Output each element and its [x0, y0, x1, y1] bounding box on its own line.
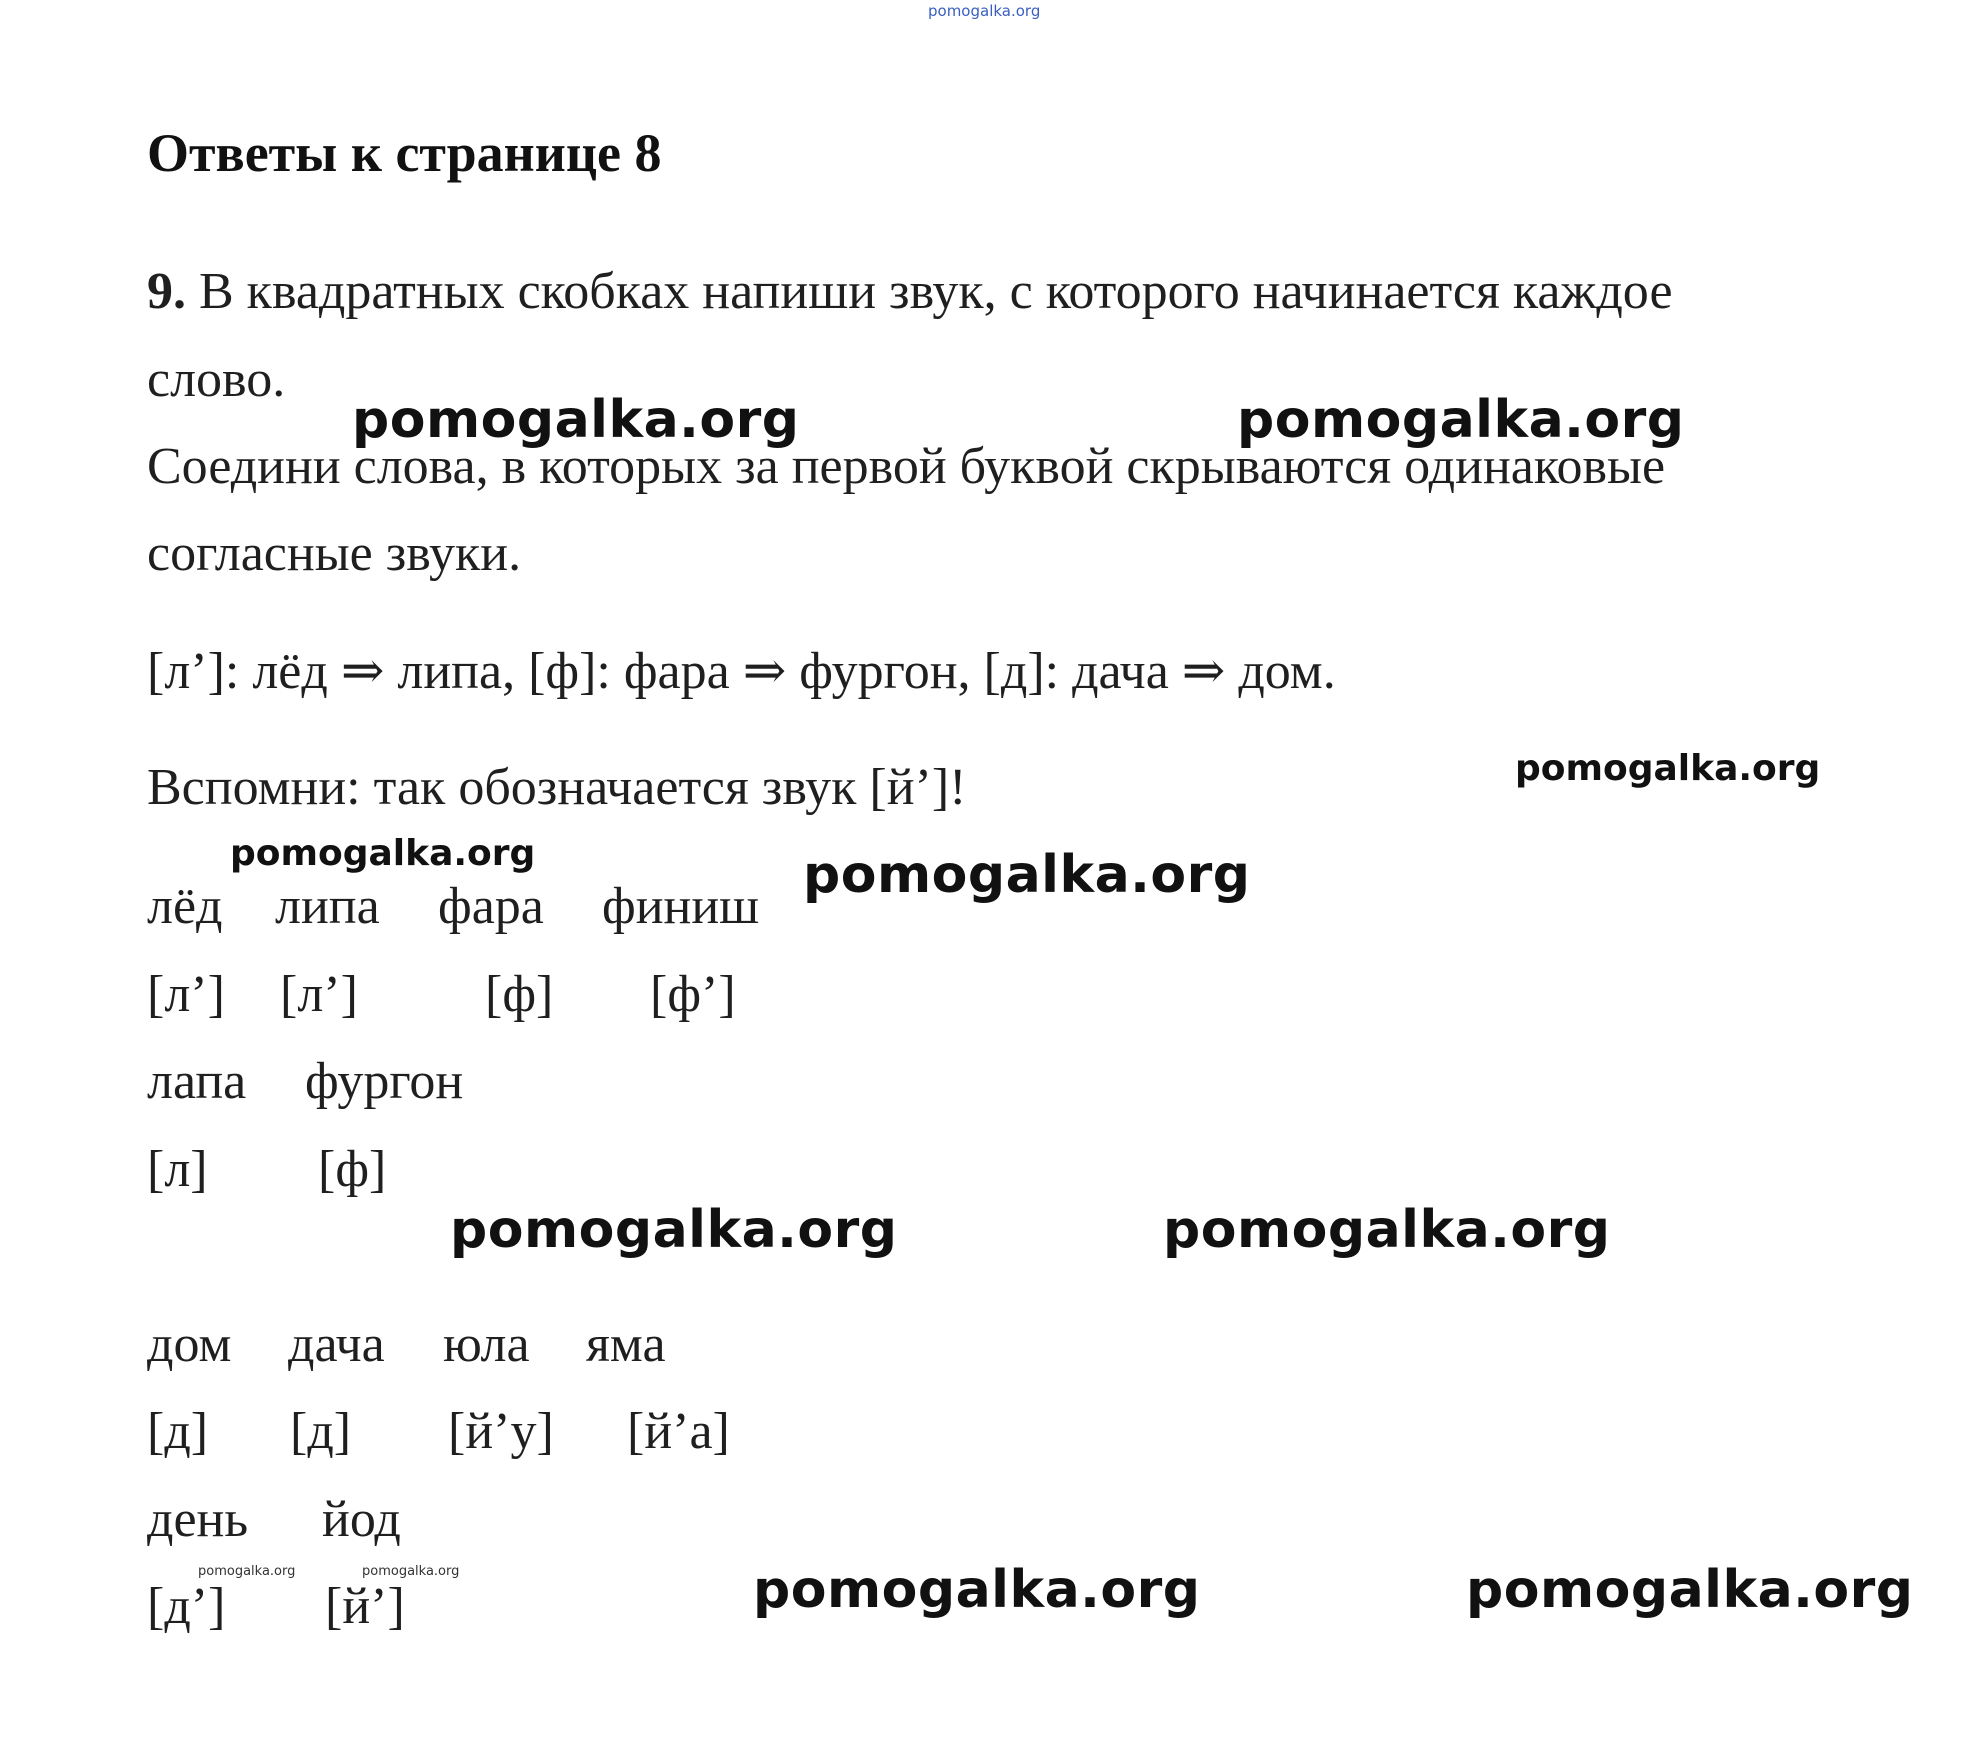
watermark: pomogalka.org [362, 1564, 460, 1579]
watermark: pomogalka.org [803, 845, 1251, 905]
word-item: день [147, 1491, 249, 1548]
answer-line: [л’]: лёд ⇒ липа, [ф]: фара ⇒ фургон, [д]: дача ⇒ дом. [147, 643, 1336, 700]
word-item: финиш [602, 878, 760, 935]
sound-item: [д] [147, 1403, 209, 1460]
remember-line: Вспомни: так обозначается звук [й’]! [147, 759, 967, 816]
watermark: pomogalka.org [230, 833, 536, 874]
watermark-top: pomogalka.org [928, 2, 1041, 20]
sound-item: [л’] [147, 966, 225, 1023]
task-number: 9. [147, 263, 186, 320]
word-item: липа [275, 878, 380, 935]
task-line-4: согласные звуки. [147, 525, 522, 582]
task-text-1: В квадратных скобках напиши звук, с которого начинается каждое [199, 263, 1673, 320]
word-item: юла [443, 1316, 530, 1373]
sound-item: [й’а] [627, 1403, 730, 1460]
word-item: лапа [147, 1053, 247, 1110]
sound-item: [ф] [485, 966, 554, 1023]
sound-item: [й’у] [448, 1403, 554, 1460]
word-item: фара [438, 878, 544, 935]
word-item: лёд [147, 878, 223, 935]
word-item: яма [586, 1316, 666, 1373]
watermark: pomogalka.org [1237, 390, 1685, 450]
sound-item: [д] [290, 1403, 352, 1460]
word-item: дом [147, 1316, 232, 1373]
task-line-1 [147, 262, 1673, 321]
watermark: pomogalka.org [753, 1560, 1201, 1620]
sound-item: [д’] [147, 1578, 226, 1635]
word-item: дача [288, 1316, 385, 1373]
sound-item: [л] [147, 1141, 208, 1198]
watermark: pomogalka.org [1515, 748, 1821, 789]
sound-item: [й’] [325, 1578, 405, 1635]
task-line-2: слово. [147, 351, 286, 408]
watermark: pomogalka.org [1466, 1560, 1914, 1620]
page-title: Ответы к странице 8 [147, 123, 662, 183]
watermark: pomogalka.org [352, 390, 800, 450]
sound-item: [л’] [280, 966, 358, 1023]
sound-item: [ф’] [650, 966, 736, 1023]
sound-item: [ф] [318, 1141, 387, 1198]
watermark: pomogalka.org [450, 1200, 898, 1260]
task-line-3: Соедини слова, в которых за первой буквой скрываются одинаковые [147, 438, 1666, 495]
watermark: pomogalka.org [198, 1564, 296, 1579]
watermark: pomogalka.org [1163, 1200, 1611, 1260]
word-item: фургон [305, 1053, 464, 1110]
word-item: йод [322, 1491, 401, 1548]
